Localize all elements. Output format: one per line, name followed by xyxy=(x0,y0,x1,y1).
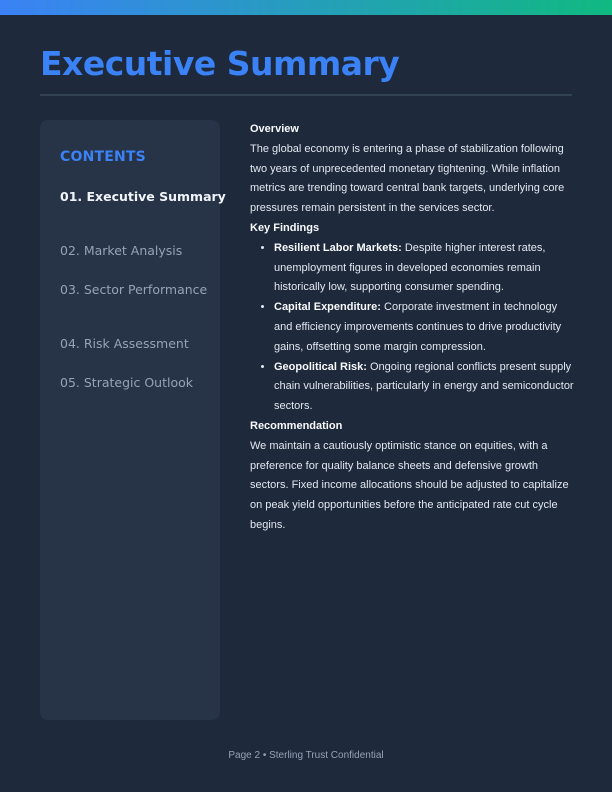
contents-heading: CONTENTS xyxy=(60,149,146,165)
contents-sidebar xyxy=(40,120,226,720)
finding-text: Despite higher interest rates, unemployment figures in developed economies remain historically low, supporting consumer spending. xyxy=(274,241,546,294)
main-content xyxy=(250,120,575,536)
toc-item-risk-assessment[interactable]: 04. Risk Assessment xyxy=(60,336,189,351)
overview-text: The global economy is entering a phase of stabilization following two years of unprecedented monetary tightening. While inflation metrics are trending toward central bank targets, underlying core pressures remain persistent in the services sector. xyxy=(250,142,565,215)
recommendation-text: We maintain a cautiously optimistic stance on equities, with a preference for quality balance sheets and defensive growth sectors. Fixed income allocations should be adjusted to capitalize on peak yield opportunities before the anticipated rate cut cycle begins. xyxy=(250,439,569,531)
toc-item-market-analysis[interactable]: 02. Market Analysis xyxy=(60,243,183,258)
key-findings-list xyxy=(250,239,575,417)
finding-label: Capital Expenditure: xyxy=(274,301,381,314)
toc-item-strategic-outlook[interactable]: 05. Strategic Outlook xyxy=(60,375,194,390)
page-footer: Page 2 • Sterling Trust Confidential xyxy=(228,750,384,761)
accent-gradient-bar xyxy=(0,0,612,15)
finding-text: Ongoing regional conflicts present supply chain vulnerabilities, particularly in energy and semiconductor sectors. xyxy=(274,360,574,413)
finding-item xyxy=(274,298,575,357)
finding-label: Resilient Labor Markets: xyxy=(274,241,402,254)
overview-heading: Overview xyxy=(250,123,299,135)
finding-text: Corporate investment in technology and efficiency improvements continues to drive productivity gains, offsetting some margin compression. xyxy=(274,301,562,353)
finding-label: Geopolitical Risk: xyxy=(274,360,367,373)
key-findings-heading: Key Findings xyxy=(250,221,320,234)
recommendation-heading: Recommendation xyxy=(250,419,343,432)
page-title: Executive Summary xyxy=(40,44,400,83)
title-divider xyxy=(40,94,572,96)
finding-item xyxy=(274,239,575,298)
toc-item-sector-performance[interactable]: 03. Sector Performance xyxy=(60,282,208,297)
toc-item-executive-summary[interactable]: 01. Executive Summary xyxy=(60,189,226,204)
finding-item xyxy=(274,358,575,417)
